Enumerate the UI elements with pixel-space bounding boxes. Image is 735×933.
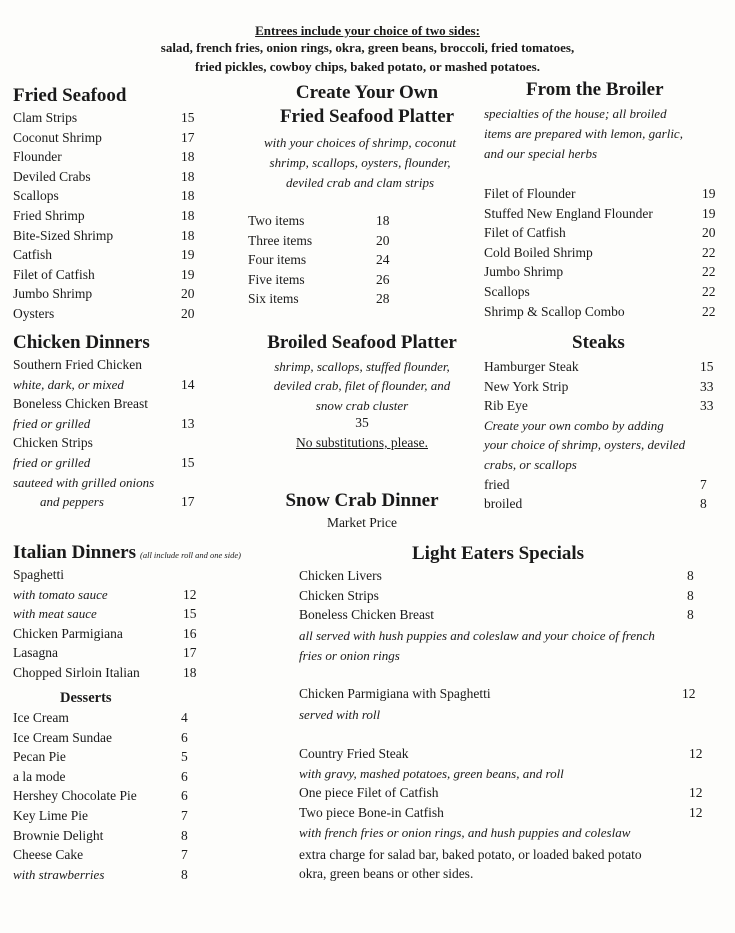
- item-name: Fried Shrimp: [13, 208, 85, 223]
- menu-item: [13, 767, 208, 787]
- menu-item: [13, 433, 208, 453]
- light-item-parmigiana: [299, 684, 701, 704]
- item-price: 33: [700, 378, 714, 394]
- item-name: Clam Strips: [13, 110, 78, 125]
- intro-sides-line2: fried pickles, cowboy chips, baked potato, or mashed potatoes.: [194, 59, 540, 74]
- item-price: 24: [376, 252, 390, 268]
- menu-item: [13, 453, 208, 473]
- item-price: 12: [689, 785, 703, 800]
- menu-item: [13, 747, 208, 767]
- menu-item: [484, 204, 719, 224]
- menu-item: [248, 231, 398, 251]
- item-name: your choice of shrimp, oysters, deviled: [484, 437, 686, 453]
- item-price: 8: [181, 866, 188, 882]
- item-name: Brownie Delight: [13, 827, 104, 843]
- item-price: 22: [702, 284, 716, 299]
- italian-header: [13, 542, 241, 564]
- broiled-platter-title: Broiled Seafood Platter: [267, 332, 457, 353]
- broiled-platter-price: 35: [355, 415, 369, 430]
- item-name: with strawberries: [13, 866, 105, 882]
- item-name: Flounder: [13, 149, 62, 165]
- menu-item: [13, 604, 208, 624]
- broiler-title: From the Broiler: [526, 79, 664, 100]
- menu-item: [248, 270, 398, 290]
- item-price: 15: [181, 110, 195, 125]
- item-name: Four items: [248, 252, 307, 268]
- light-catfish-note: with french fries or onion rings, and hush puppies and coleslaw: [299, 825, 631, 840]
- item-price: 22: [702, 264, 716, 280]
- menu-item: [13, 643, 208, 663]
- snow-crab-title: Snow Crab Dinner: [285, 490, 439, 511]
- menu-item: [484, 475, 719, 495]
- platter-desc-line1: with your choices of shrimp, coconut: [263, 135, 457, 150]
- item-name: Five items: [248, 271, 305, 287]
- item-name: Boneless Chicken Breast: [13, 396, 148, 412]
- item-price: 19: [181, 247, 195, 263]
- item-name: New York Strip: [484, 378, 569, 394]
- item-price: 18: [181, 168, 195, 184]
- menu-item: [484, 302, 719, 322]
- item-price: 7: [181, 847, 188, 863]
- intro-sides-line1: salad, french fries, onion rings, okra, green beans, broccoli, fried tomatoes,: [160, 40, 575, 55]
- item-price: 17: [181, 494, 195, 510]
- light-extra-line1: extra charge for salad bar, baked potato, or loaded baked potato: [299, 847, 642, 862]
- steaks-title: Steaks: [572, 332, 625, 353]
- platter-title-line2: Fried Seafood Platter: [279, 106, 455, 127]
- item-name: fried: [484, 476, 510, 492]
- menu-item: [13, 565, 208, 585]
- item-price: 18: [181, 227, 195, 243]
- item-name: Scallops: [484, 284, 530, 299]
- item-name: sauteed with grilled onions: [13, 474, 155, 490]
- item-name: Cold Boiled Shrimp: [484, 244, 593, 260]
- snow-crab-price: Market Price: [326, 515, 398, 530]
- item-name: Coconut Shrimp: [13, 129, 102, 145]
- broiled-platter-desc-line3: snow crab cluster: [315, 398, 409, 413]
- item-price: 15: [183, 606, 197, 622]
- item-price: 6: [181, 729, 188, 745]
- italian-title: Italian Dinners: [13, 542, 136, 563]
- item-name: Catfish: [13, 247, 52, 263]
- item-name: Two piece Bone-in Catfish: [299, 805, 444, 820]
- item-price: 18: [181, 208, 195, 223]
- menu-item: [13, 226, 208, 246]
- item-price: 12: [682, 686, 696, 701]
- item-name: Create your own combo by adding: [484, 417, 664, 433]
- item-price: 16: [183, 625, 197, 641]
- broiler-desc-line2: items are prepared with lemon, garlic,: [484, 126, 683, 141]
- item-name: fried or grilled: [13, 455, 91, 470]
- item-name: Shrimp & Scallop Combo: [484, 303, 625, 319]
- item-price: 8: [181, 827, 188, 843]
- menu-item: [13, 663, 208, 683]
- light-item-catfish-two: [299, 803, 701, 823]
- menu-item: [13, 585, 208, 605]
- light-group-note-line1: all served with hush puppies and coleslaw and your choice of french: [299, 628, 655, 643]
- menu-item: [13, 786, 208, 806]
- item-name: fried or grilled: [13, 415, 91, 431]
- item-price: 12: [689, 805, 703, 820]
- menu-item: [13, 304, 208, 324]
- menu-item: [484, 494, 719, 514]
- light-steak-note: with gravy, mashed potatoes, green beans, and roll: [299, 766, 564, 781]
- menu-item: [13, 473, 208, 493]
- menu-item: [299, 605, 701, 625]
- menu-item: [248, 289, 398, 309]
- menu-item: [13, 845, 208, 865]
- light-extra-line2: okra, green beans or other sides.: [299, 866, 474, 881]
- item-price: 15: [700, 359, 714, 374]
- menu-item: [13, 414, 208, 434]
- broiler-desc-line3: and our special herbs: [484, 146, 598, 161]
- menu-item: [13, 128, 208, 148]
- broiled-platter-desc-line2: deviled crab, filet of flounder, and: [273, 378, 451, 393]
- item-name: a la mode: [13, 768, 66, 784]
- menu-item: [484, 416, 719, 436]
- item-price: 19: [702, 186, 716, 201]
- item-price: 20: [376, 232, 390, 248]
- item-price: 6: [181, 768, 188, 784]
- item-name: Stuffed New England Flounder: [484, 205, 653, 221]
- item-price: 33: [700, 398, 714, 414]
- platter-desc-line2: shrimp, scallops, oysters, flounder,: [269, 155, 451, 170]
- chicken-title: Chicken Dinners: [13, 332, 150, 353]
- item-price: 28: [376, 291, 390, 307]
- item-name: Cheese Cake: [13, 847, 84, 863]
- item-name: Hamburger Steak: [484, 359, 579, 374]
- menu-item: [13, 355, 208, 375]
- italian-note: (all include roll and one side): [140, 550, 241, 560]
- item-price: 22: [702, 303, 716, 319]
- fried-seafood-title: Fried Seafood: [13, 85, 127, 106]
- menu-item: [484, 396, 719, 416]
- item-name: Chicken Parmigiana: [13, 625, 123, 641]
- item-name: Ice Cream: [13, 710, 69, 725]
- light-item-catfish-one: [299, 783, 701, 803]
- item-name: Country Fried Steak: [299, 746, 409, 761]
- menu-item: [13, 108, 208, 128]
- item-name: broiled: [484, 496, 523, 512]
- item-name: Chopped Sirloin Italian: [13, 665, 140, 680]
- menu-item: [299, 566, 701, 586]
- menu-item: [13, 206, 208, 226]
- menu-item: [13, 624, 208, 644]
- menu-item: [299, 586, 701, 606]
- item-price: 8: [687, 607, 694, 623]
- item-name: Southern Fried Chicken: [13, 357, 142, 372]
- menu-item: [484, 282, 719, 302]
- item-price: 19: [181, 266, 195, 282]
- item-name: Oysters: [13, 306, 55, 321]
- menu-item: [484, 243, 719, 263]
- item-price: 7: [181, 808, 188, 823]
- item-name: Lasagna: [13, 645, 58, 661]
- item-price: 6: [181, 788, 188, 804]
- menu-item: [13, 708, 208, 728]
- item-name: Filet of Catfish: [484, 225, 566, 241]
- item-name: Chicken Parmigiana with Spaghetti: [299, 686, 491, 701]
- item-name: Ice Cream Sundae: [13, 729, 112, 745]
- item-name: crabs, or scallops: [484, 457, 577, 472]
- menu-item: [13, 167, 208, 187]
- broiled-platter-desc-line1: shrimp, scallops, stuffed flounder,: [274, 359, 450, 374]
- item-name: Hershey Chocolate Pie: [13, 788, 137, 804]
- item-price: 18: [181, 149, 195, 165]
- item-name: Scallops: [13, 188, 59, 204]
- item-name: Jumbo Shrimp: [484, 264, 564, 280]
- item-name: with tomato sauce: [13, 586, 108, 602]
- menu-item: [13, 375, 208, 395]
- menu-item: [248, 250, 398, 270]
- item-price: 12: [183, 586, 197, 602]
- item-name: Jumbo Shrimp: [13, 286, 93, 302]
- item-price: 7: [700, 476, 707, 492]
- item-name: Filet of Flounder: [484, 186, 576, 201]
- item-price: 15: [181, 455, 195, 470]
- item-name: Boneless Chicken Breast: [299, 607, 434, 623]
- intro-heading: Entrees include your choice of two sides:: [255, 23, 480, 38]
- item-price: 19: [702, 205, 716, 221]
- item-name: One piece Filet of Catfish: [299, 785, 439, 800]
- item-name: and peppers: [40, 494, 104, 510]
- item-price: 18: [183, 665, 197, 680]
- item-price: 18: [181, 188, 195, 204]
- item-name: Six items: [248, 291, 299, 307]
- item-name: Chicken Strips: [13, 435, 93, 451]
- item-name: Bite-Sized Shrimp: [13, 227, 114, 243]
- menu-item: [13, 728, 208, 748]
- desserts-title: Desserts: [60, 690, 112, 706]
- menu-item: [13, 265, 208, 285]
- menu-item: [13, 284, 208, 304]
- item-name: Key Lime Pie: [13, 808, 88, 823]
- menu-item: [248, 211, 398, 231]
- item-price: 8: [700, 496, 707, 512]
- menu-item: [484, 435, 719, 455]
- platter-desc-line3: deviled crab and clam strips: [285, 175, 435, 190]
- light-parmigiana-note: served with roll: [299, 707, 381, 722]
- menu-item: [13, 186, 208, 206]
- item-name: Three items: [248, 232, 313, 248]
- item-price: 18: [376, 213, 390, 228]
- menu-item: [13, 394, 208, 414]
- platter-title-line1: Create Your Own: [295, 82, 439, 103]
- item-price: 12: [689, 746, 703, 761]
- broiler-desc-line1: specialties of the house; all broiled: [484, 106, 667, 121]
- item-name: Pecan Pie: [13, 749, 66, 765]
- light-group-note-line2: fries or onion rings: [299, 648, 400, 663]
- item-price: 8: [687, 587, 694, 603]
- menu-item: [484, 357, 719, 377]
- item-name: Chicken Livers: [299, 568, 382, 583]
- light-item-country-fried-steak: [299, 744, 701, 764]
- item-name: white, dark, or mixed: [13, 376, 124, 392]
- item-name: Rib Eye: [484, 398, 528, 414]
- light-eaters-title: Light Eaters Specials: [412, 543, 585, 564]
- menu-item: [13, 806, 208, 826]
- item-price: 13: [181, 415, 195, 431]
- item-price: 17: [183, 645, 197, 661]
- item-name: with meat sauce: [13, 606, 97, 622]
- item-price: 14: [181, 376, 195, 392]
- menu-item: [484, 377, 719, 397]
- item-name: Filet of Catfish: [13, 266, 95, 282]
- menu-item: [484, 223, 719, 243]
- menu-item: [13, 826, 208, 846]
- item-price: 17: [181, 129, 195, 145]
- item-price: 20: [181, 286, 195, 302]
- item-price: 22: [702, 244, 716, 260]
- menu-item: [484, 184, 719, 204]
- menu-item: [13, 245, 208, 265]
- item-price: 26: [376, 271, 390, 287]
- item-price: 5: [181, 749, 188, 765]
- menu-item: [40, 492, 235, 512]
- item-price: 20: [181, 306, 195, 321]
- item-price: 20: [702, 225, 716, 241]
- menu-item: [484, 262, 719, 282]
- item-price: 4: [181, 710, 188, 725]
- menu-item: [13, 865, 208, 885]
- menu-item: [13, 147, 208, 167]
- item-name: Chicken Strips: [299, 587, 379, 603]
- no-substitutions-note: No substitutions, please.: [296, 435, 428, 450]
- item-name: Two items: [248, 213, 305, 228]
- item-name: Spaghetti: [13, 567, 64, 582]
- item-price: 8: [687, 568, 694, 583]
- menu-item: [484, 455, 719, 475]
- item-name: Deviled Crabs: [13, 168, 91, 184]
